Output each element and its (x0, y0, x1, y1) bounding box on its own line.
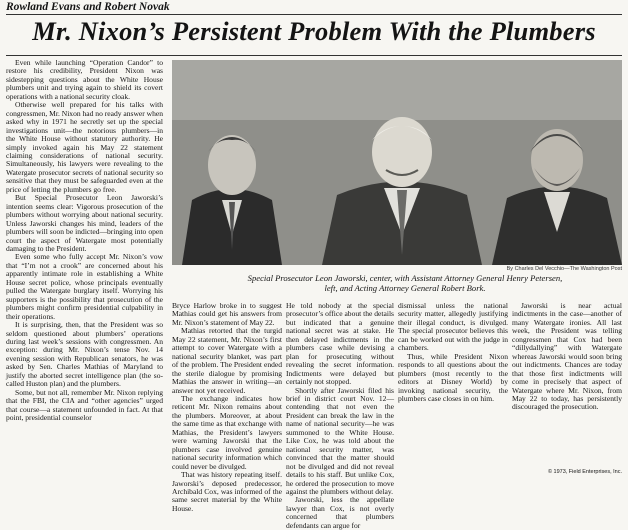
paragraph: Thus, while President Nixon responds to all questions about the plumbers (most recently to the editors at Disney World) by invoking national security, the plumbers case closes in on him. (398, 351, 508, 403)
paragraph: The exchange indicates how reticent Mr. Nixon remains about the plumbers. Moreover, at about the same time as that exchange with Mathias, the President’s lawyers were warning Jaworski that the plumbers case involved genuine national security information which could never be divulged. (172, 393, 282, 471)
byline: Rowland Evans and Robert Novak (6, 1, 622, 15)
copyright-notice: © 1973, Field Enterprises, Inc. (547, 469, 622, 475)
paragraph: Otherwise well prepared for his talks with congressmen, Mr. Nixon had no ready answer when asked why in 1971 he secretly set up the special investigations unit—the notorious plumbers—in the White House without statutory authority. He simply invoked again his May 22 statement claiming considerations of national security. Simultaneously, his lawyers were revealing to the Watergate prosecutor secrets of national security so sensitive that they must be safeguarded even at the price of letting the plumbers go free. (6, 100, 163, 194)
paragraph: He told nobody at the special prosecutor’s office about the details but indicated that a genuine national secret was at stake. He then delayed indictments in the plumbers case while devising a plan for prosecuting without revealing the secret information. Indictments were delayed but certainly not stopped. (286, 301, 394, 387)
caption-line: Special Prosecutor Leon Jaworski, center, with Assistant Attorney General Henry Petersen, (247, 273, 563, 283)
paragraph: But Special Prosecutor Leon Jaworski’s intention seems clear: Vigorous prosecution of the plumbers without worrying about national security. Unless Jaworski changes his mind, leaders of the plumbers will soon be indicted—bringing into open court the aspect of Watergate most potentially damaging to the President. (6, 193, 163, 253)
paragraph: Even some who fully accept Mr. Nixon’s vow that “I’m not a crook” are concerned about his apparently intimate role in establishing a White House secret police, whose principals eventually pulled the Watergate burglary itself. Worrying his supporters is the possibility that prosecution of the plumbers might confirm presidential culpability in their operations. (6, 252, 163, 321)
paragraph: That was history repeating itself. Jaworski’s deposed predecessor, Archibald Cox, was informed of the same secret material by the White House. (172, 470, 282, 513)
headline: Mr. Nixon’s Persistent Problem With the Plumbers (32, 16, 596, 46)
photo-illustration (172, 60, 622, 265)
paragraph: Jaworski, less the appellate lawyer than Cox, is not overly concerned that plumbers defendants can argue for (286, 495, 394, 530)
paragraph: Jaworski is near actual indictments in the case—another of many Watergate ironies. All last week, the President was telling congressmen that Cox had been “dillydallying” with Watergate whereas Jaworski would soon bring out indictments. Chances are today that those first indictments will come in precisely that aspect of Watergate where Mr. Nixon, from May 22 to today, has persistently discouraged the prosecution. (512, 301, 622, 412)
article-column-4 (398, 302, 622, 478)
article-column-2 (172, 301, 282, 513)
caption-line: left, and Acting Attorney General Robert Bork. (324, 283, 486, 293)
paragraph: dismissal unless the national security matter, allegedly justifying their illegal conduct, is divulged. The special prosecutor believes this can be worked out with the judge in chambers. (398, 301, 508, 353)
paragraph: Some, but not all, remember Mr. Nixon replying that the FBI, the CIA and “other agencies” urged that course—a statement unfounded in fact. At that point, presidential counselor (6, 387, 163, 423)
paragraph: Even while launching “Operation Candor” to restore his credibility, President Nixon was sidestepping questions about the White House plumbers unit and trying again to shield its covert operations with a national security cloak. (6, 58, 163, 101)
article-column-1 (6, 59, 163, 478)
paragraph: Mathias retorted that the turgid May 22 statement, Mr. Nixon’s first attempt to cover Watergate with a national security blanket, was part of the problem. The President ended the sterile dialogue by promising Mathias the answer in writing—an answer not yet received. (172, 326, 282, 395)
headline-rule (6, 55, 622, 56)
paragraph: Shortly after Jaworski filed his brief in district court Nov. 12—contending that not even the President can break the law in the name of national security—he was summoned to the White House. Like Cox, he was told about the national security matter, was convinced that the matter should not be divulged and did not reveal details to his staff. But unlike Cox, he ordered the prosecution to move against the plumbers without delay. (286, 385, 394, 496)
paragraph: Bryce Harlow broke in to suggest Mathias could get his answers from Mr. Nixon’s statement of May 22. (172, 301, 282, 327)
article-column-3 (286, 301, 394, 530)
news-photo (172, 60, 622, 265)
photo-credit: By Charles Del Vecchio—The Washington Post (506, 266, 622, 272)
photo-caption (190, 273, 620, 293)
paragraph: It is surprising, then, that the President was so seldom questioned about plumbers’ operations during last week’s sessions with congressmen. An exception: during Mr. Nixon’s tense Nov. 14 evening session with Republican senators, he was asked by Sen. Charles Mathias of Maryland to justify the aborted secret intelligence plan (the so-called Huston plan) and the plumbers. (6, 320, 163, 389)
